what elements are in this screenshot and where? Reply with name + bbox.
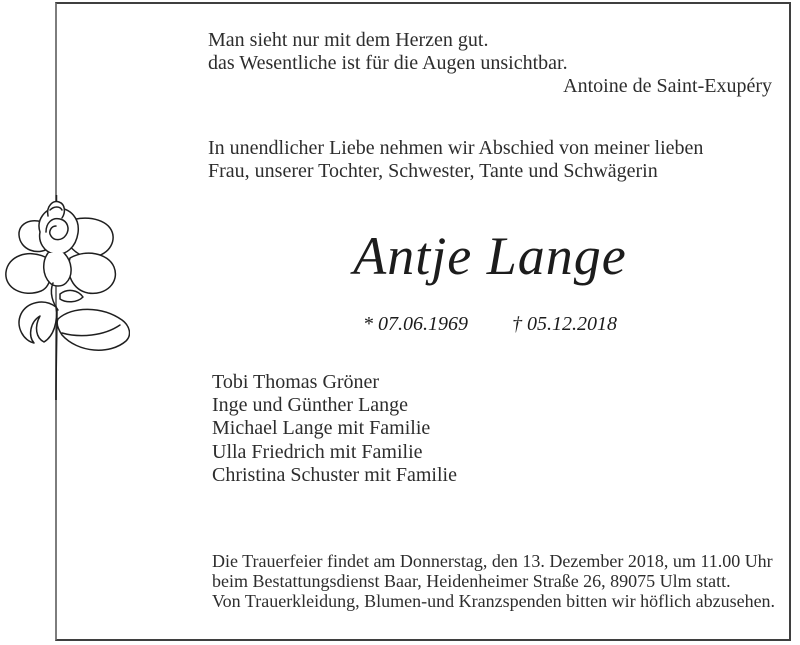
intro-line-2: Frau, unserer Tochter, Schwester, Tante und Schwägerin <box>208 160 658 182</box>
birth-date: * 07.06.1969 <box>363 313 468 335</box>
quote-block <box>208 29 772 98</box>
deceased-name: Antje Lange <box>353 226 627 286</box>
mourner-name: Tobi Thomas Gröner <box>212 371 380 393</box>
funeral-info-line-2: beim Bestattungsdienst Baar, Heidenheimer Straße 26, 89075 Ulm statt. <box>212 571 731 591</box>
intro-block <box>208 137 772 183</box>
mourner-name: Ulla Friedrich mit Familie <box>212 440 423 463</box>
mourners-list <box>212 371 776 487</box>
mourner-name: Inge und Günther Lange <box>212 394 409 417</box>
funeral-info-line-1: Die Trauerfeier findet am Donnerstag, den 13. Dezember 2018, um 11.00 Uhr <box>212 551 773 571</box>
quote-line-2: das Wesentliche ist für die Augen unsichtbar. <box>208 52 568 74</box>
quote-attribution: Antoine de Saint-Exupéry <box>563 75 772 97</box>
death-date: † 05.12.2018 <box>512 313 617 335</box>
quote-line-1: Man sieht nur mit dem Herzen gut. <box>208 29 489 51</box>
mourner-name: Michael Lange mit Familie <box>212 417 431 440</box>
funeral-info-line-3: Von Trauerkleidung, Blumen-und Kranzspenden bitten wir höflich abzusehen. <box>212 591 776 611</box>
rose-line-art-icon <box>0 195 130 400</box>
funeral-info-block <box>212 551 776 611</box>
intro-line-1: In unendlicher Liebe nehmen wir Abschied von meiner lieben <box>208 137 704 159</box>
dates-block <box>208 311 772 337</box>
mourner-name: Christina Schuster mit Familie <box>212 463 457 486</box>
